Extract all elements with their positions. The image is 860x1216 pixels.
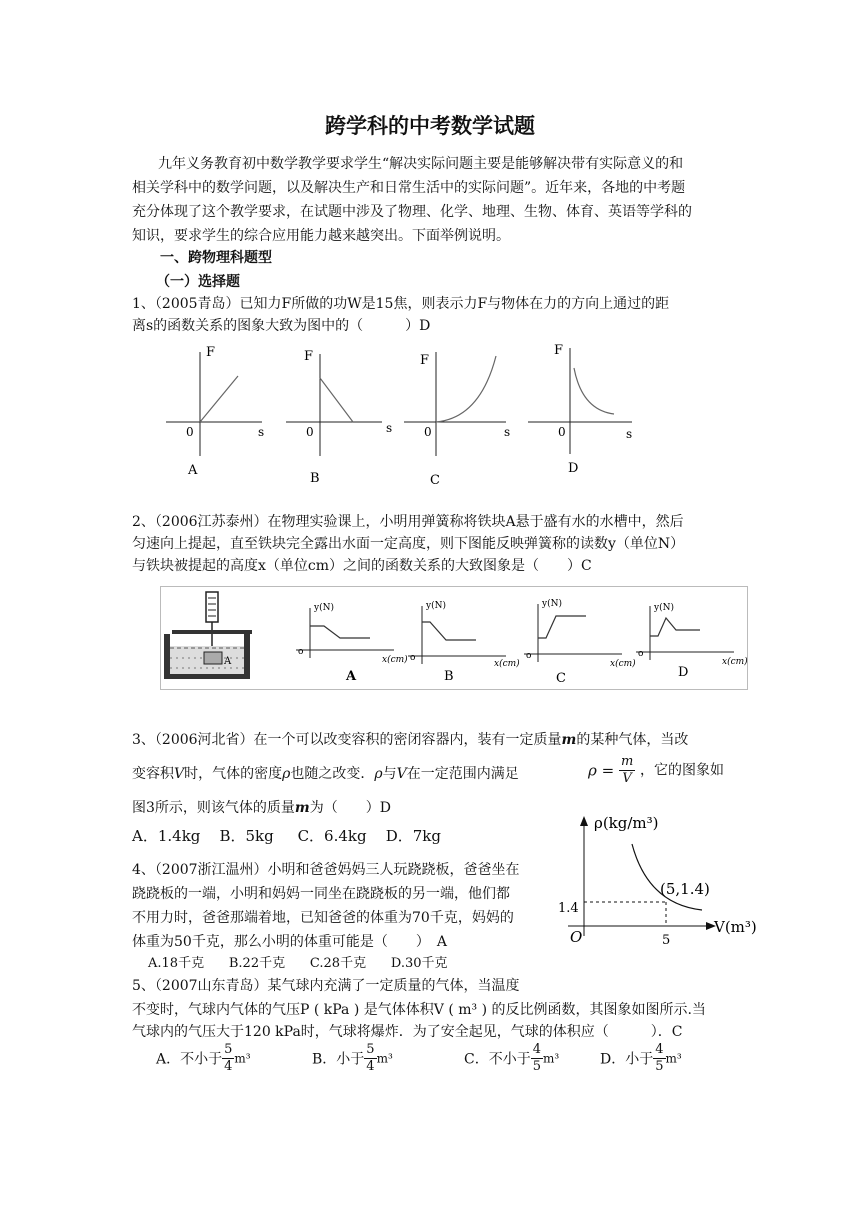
q4-line-2: 跷跷板的一端，小明和妈妈一同坐在跷跷板的另一端，他们都 xyxy=(132,886,510,902)
q3-graph-point-label: (5,1.4) xyxy=(660,880,710,898)
q3-line-1: 3、（2006河北省）在一个可以改变容积的密闭容器内，装有一定质量m的某种气体，当改 xyxy=(132,732,689,748)
q3-density-formula: ρ = $\frac{m}{V}$ ，它的图象如 xyxy=(588,754,725,786)
q2c-axis-x: x(cm) xyxy=(610,659,636,669)
intro-line-4: 知识，要求学生的综合应用能力越来越突出。下面举例说明。 xyxy=(132,228,510,244)
q1c-axis-y: F xyxy=(420,353,430,368)
q1d-axis-y: F xyxy=(554,343,564,358)
q3-option-b: B．5kg xyxy=(219,827,274,845)
q2a-axis-y: y(N) xyxy=(314,603,334,613)
q3-line-3: 图3所示，则该气体的质量m为（ ）D xyxy=(132,800,391,816)
q4-option-c: C.28千克 xyxy=(309,956,367,971)
q2-line-2: 匀速向上提起，直至铁块完全露出水面一定高度，则下图能反映弹簧称的读数y（单位N） xyxy=(132,536,685,552)
q1-line-1: 1、（2005青岛）已知力F所做的功W是15焦，则表示力F与物体在力的方向上通过的距 xyxy=(132,296,670,312)
intro-line-2: 相关学科中的数学问题，以及解决生产和日常生活中的实际问题”。近年来，各地的中考题 xyxy=(132,180,686,196)
q2-apparatus-figure xyxy=(164,592,252,679)
q4-line-3: 不用力时，爸爸那端着地，已知爸爸的体重为70千克，妈妈的 xyxy=(132,910,514,926)
q1a-origin: 0 xyxy=(186,425,194,439)
q1b-axis-y: F xyxy=(304,349,314,364)
q5-line-3: 气球内的气压大于120 kPa时，气球将爆炸．为了安全起见，气球的体积应（ ）．C xyxy=(132,1024,683,1040)
q2b-axis-x: x(cm) xyxy=(494,659,520,669)
q1-option-a: A xyxy=(188,463,198,478)
q3-graph-x-tick: 5 xyxy=(662,933,671,948)
q2-graph-b xyxy=(408,600,520,684)
q2b-axis-y: y(N) xyxy=(426,601,446,611)
intro-line-3: 充分体现了这个教学要求，在试题中涉及了物理、化学、地理、生物、体育、英语等学科的 xyxy=(132,204,692,220)
q3-option-d: D．7kg xyxy=(385,827,441,845)
q2-graphs xyxy=(160,586,748,690)
q1d-axis-x: s xyxy=(626,427,633,441)
q1b-axis-x: s xyxy=(386,421,393,435)
q2d-axis-y: y(N) xyxy=(654,603,674,613)
q5-option-c: C．不小于 $\frac{4}{5}$ m³ xyxy=(464,1042,560,1074)
q1-graph-d xyxy=(528,343,632,476)
q2-option-d: D xyxy=(678,665,689,680)
q4-option-a: A.18千克 xyxy=(148,956,205,971)
q3-option-a: A．1.4kg xyxy=(132,827,201,845)
q4-option-b: B.22千克 xyxy=(228,956,286,971)
q1-graph-a xyxy=(166,345,264,478)
q1-graphs xyxy=(160,338,644,492)
section-heading: 一、跨物理科题型 xyxy=(160,250,272,266)
q4-line-1: 4、（2007浙江温州）小明和爸爸妈妈三人玩跷跷板，爸爸坐在 xyxy=(132,862,520,878)
intro-line-1: 九年义务教育初中数学教学要求学生“解决实际问题主要是能够解决带有实际意义的和 xyxy=(158,156,684,172)
q3-options xyxy=(132,826,441,846)
page-title: 跨学科的中考数学试题 xyxy=(325,114,535,138)
q3-graph xyxy=(556,808,760,952)
q1-option-c: C xyxy=(430,473,440,488)
q1-option-d: D xyxy=(568,461,579,476)
q1a-axis-x: s xyxy=(258,425,265,439)
q5-option-d: D．小于 $\frac{4}{5}$ m³ xyxy=(600,1042,682,1074)
q1a-axis-y: F xyxy=(206,345,216,360)
q5-option-a: A．不小于 $\frac{5}{4}$ m³ xyxy=(156,1042,251,1074)
q1-graph-c xyxy=(404,352,510,488)
q1-graph-b xyxy=(286,349,392,486)
q2-option-c: C xyxy=(556,671,566,686)
q1c-origin: 0 xyxy=(424,425,432,439)
q2c-axis-y: y(N) xyxy=(542,599,562,609)
q5-line-1: 5、（2007山东青岛）某气球内充满了一定质量的气体，当温度 xyxy=(132,978,520,994)
q5-options xyxy=(156,1042,756,1086)
subsection-heading: （一）选择题 xyxy=(156,274,240,290)
q1-option-b: B xyxy=(310,471,320,486)
q3-graph-xlabel: V(m³) xyxy=(714,918,757,936)
q3-option-c: C．6.4kg xyxy=(297,827,367,845)
q3-graph-y-tick: 1.4 xyxy=(558,901,579,916)
q1b-origin: 0 xyxy=(306,425,314,439)
q3-graph-origin: O xyxy=(570,928,583,946)
q2a-axis-x: x(cm) xyxy=(382,655,408,665)
q2d-axis-x: x(cm) xyxy=(722,657,748,667)
q1-line-2: 离s的函数关系的图象大致为图中的（ ）D xyxy=(132,318,431,334)
q2b-origin: o xyxy=(410,653,416,663)
q2c-origin: o xyxy=(526,651,532,661)
q2-graph-d xyxy=(636,602,748,680)
q2a-origin: o xyxy=(298,647,304,657)
q4-options xyxy=(148,954,448,974)
q2-line-1: 2、（2006江苏泰州）在物理实验课上，小明用弹簧称将铁块A悬于盛有水的水槽中，然后 xyxy=(132,514,684,530)
q2-graph-c xyxy=(524,598,636,686)
q2-block-label: A xyxy=(224,656,232,667)
q2-option-b: B xyxy=(444,669,454,684)
q2d-origin: o xyxy=(638,649,644,659)
q1d-origin: 0 xyxy=(558,425,566,439)
q3-graph-ylabel: ρ(kg/m³) xyxy=(594,814,659,832)
q5-option-b: B．小于 $\frac{5}{4}$ m³ xyxy=(312,1042,393,1074)
q2-line-3: 与铁块被提起的高度x（单位cm）之间的函数关系的大致图象是（ ）C xyxy=(132,558,592,574)
q3-line-2: 变容积V时，气体的密度ρ也随之改变．ρ与V在一定范围内满足 xyxy=(132,766,519,782)
q5-line-2: 不变时，气球内气体的气压P ( kPa ) 是气体体积V ( m³ ) 的反比例函数，其图象如图所示.当 xyxy=(132,1002,706,1018)
q4-line-4: 体重为50千克，那么小明的体重可能是（ ） A xyxy=(132,934,447,950)
q4-option-d: D.30千克 xyxy=(390,956,448,971)
q1c-axis-x: s xyxy=(504,425,511,439)
q2-option-a: A xyxy=(346,669,357,684)
q2-graph-a xyxy=(296,602,408,684)
